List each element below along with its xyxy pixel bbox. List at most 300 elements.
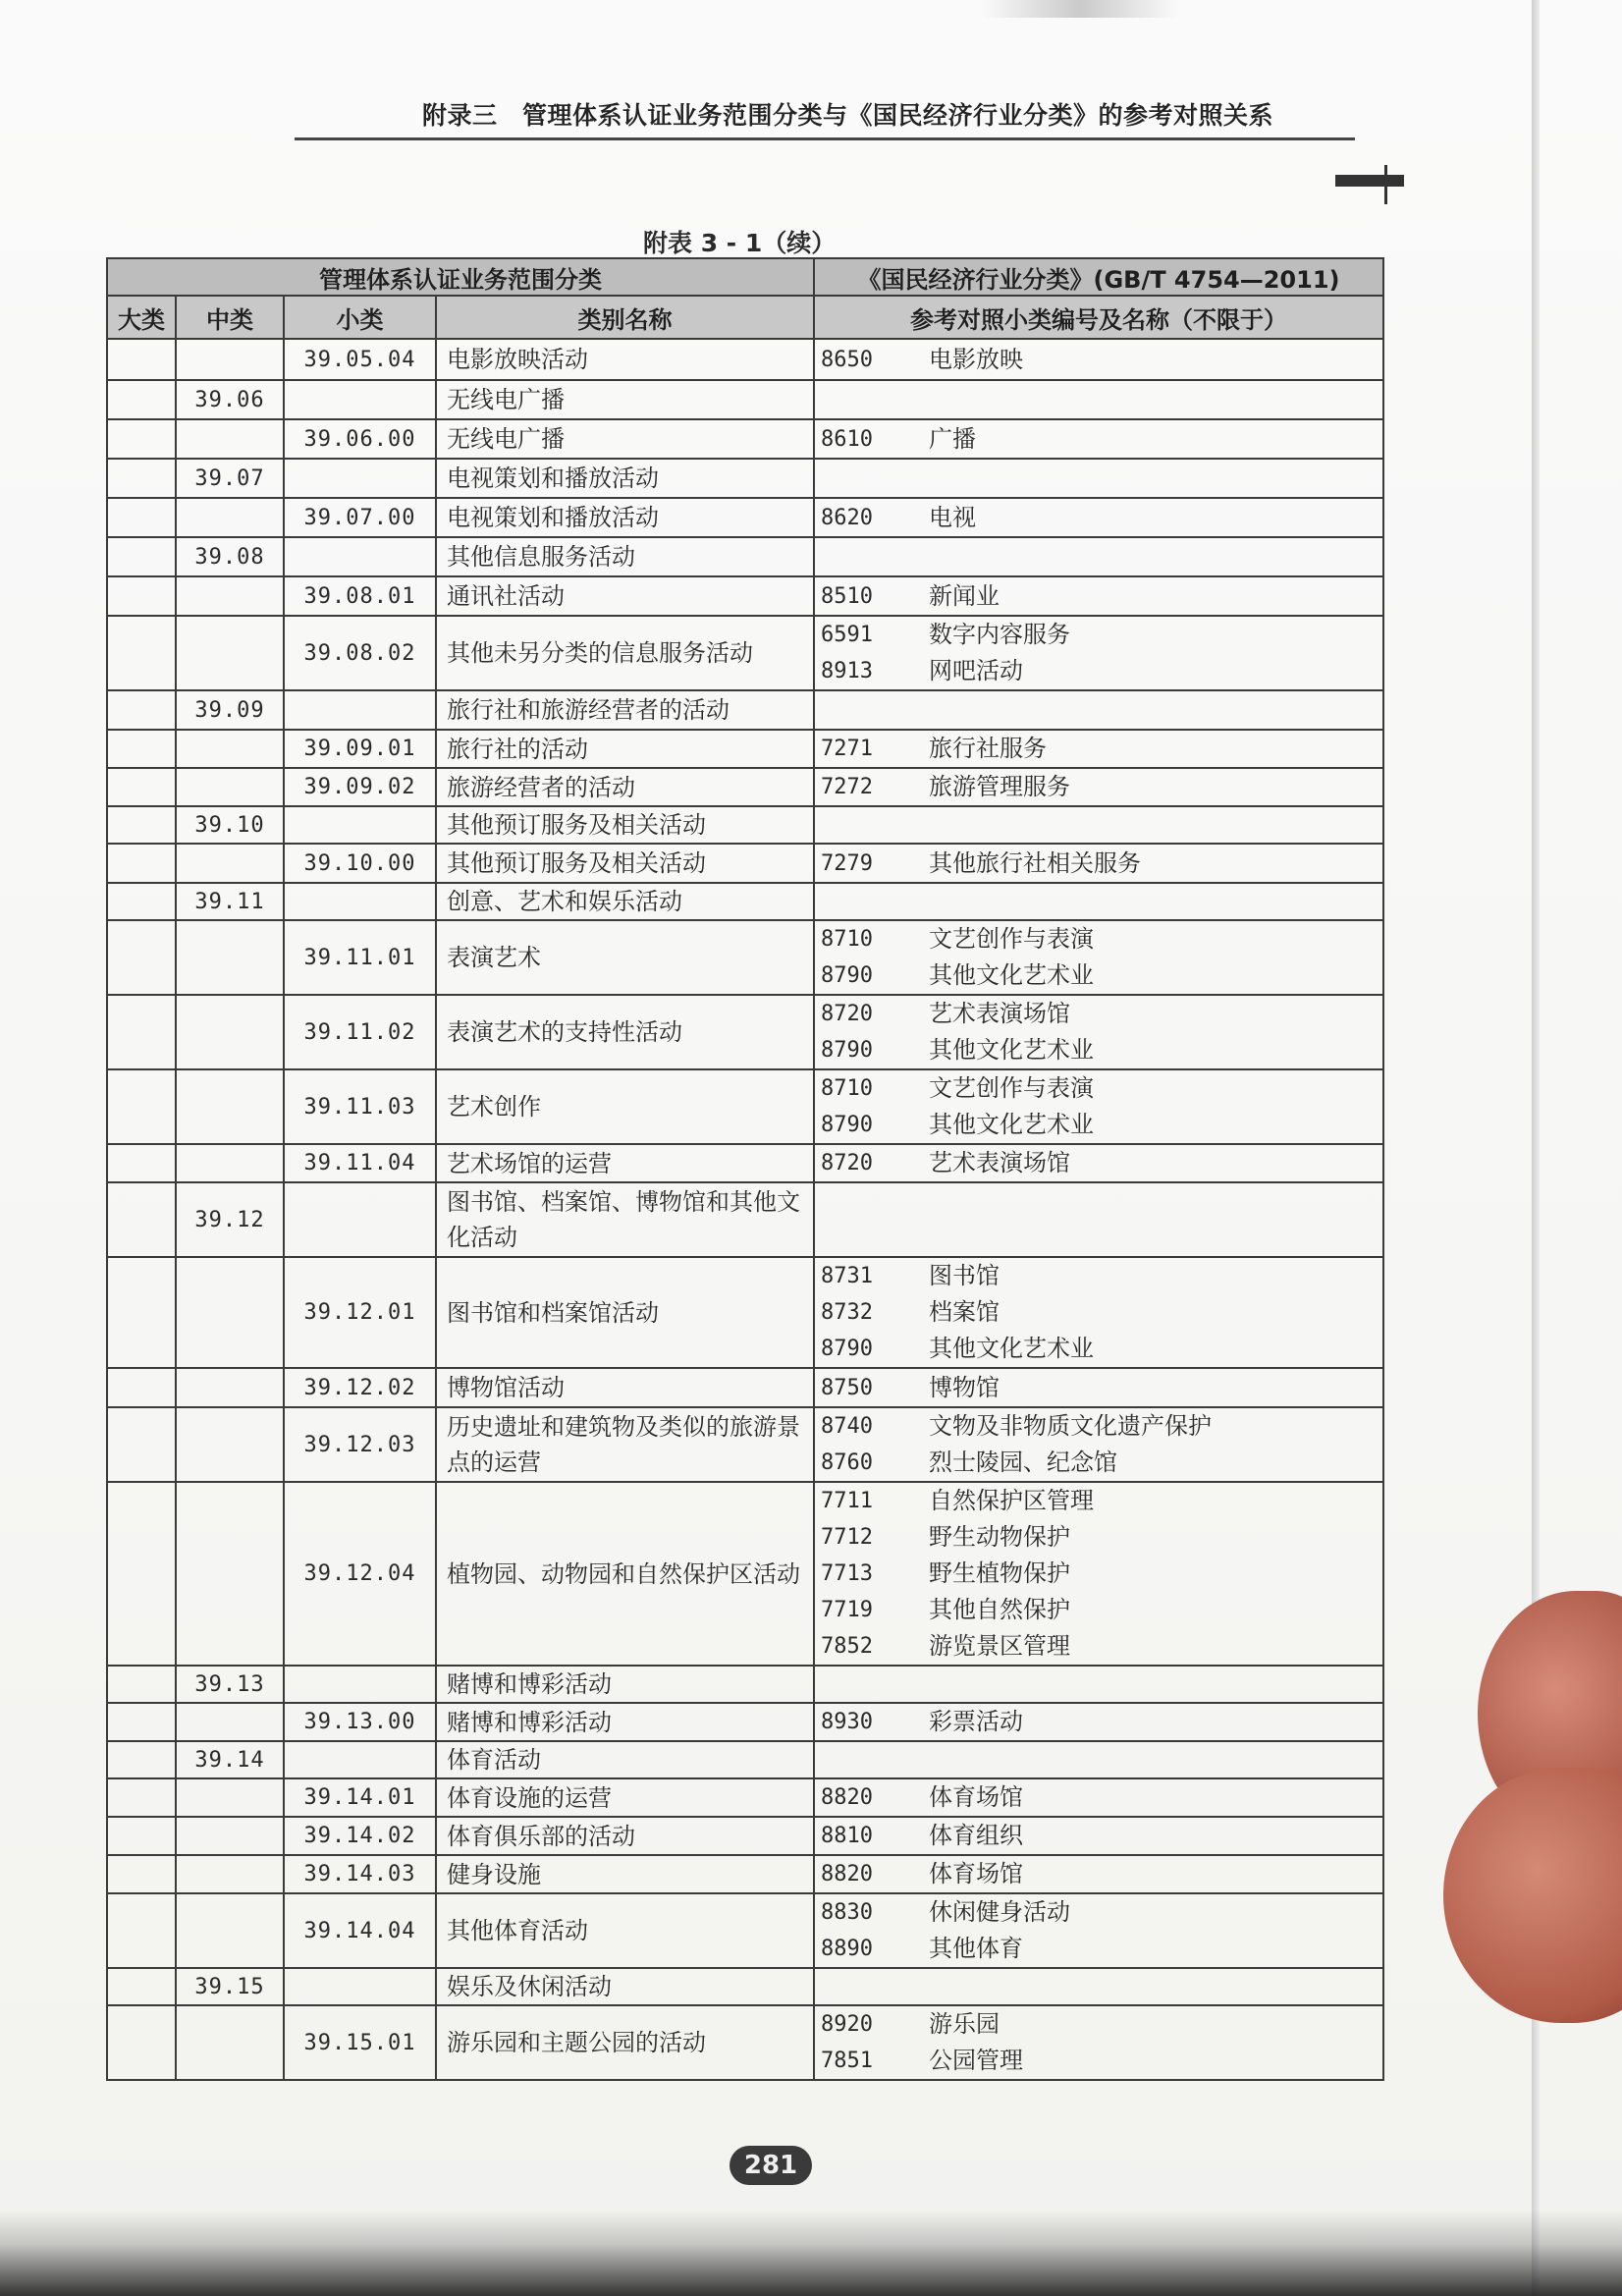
table-row (107, 1257, 1383, 1368)
reference-entry (821, 1145, 1377, 1181)
reference-name: 野生动物保护 (929, 1523, 1070, 1551)
cell-big-class (107, 920, 176, 995)
cell-reference (814, 1741, 1383, 1778)
cell-reference (814, 806, 1383, 844)
reference-name: 野生植物保护 (929, 1559, 1070, 1587)
reference-code: 8720 (821, 1002, 873, 1026)
cell-small-class: 39.12.04 (284, 1482, 436, 1666)
reference-name: 档案馆 (929, 1298, 1000, 1326)
cell-category-name: 无线电广播 (436, 419, 814, 459)
reference-entry (821, 1294, 1377, 1331)
cell-reference (814, 498, 1383, 537)
reference-code: 8930 (821, 1710, 873, 1734)
cell-small-class (284, 380, 436, 419)
cell-small-class: 39.12.03 (284, 1407, 436, 1482)
cell-big-class (107, 1817, 176, 1855)
cell-category-name: 娱乐及休闲活动 (436, 1968, 814, 2005)
reference-entry (821, 1258, 1377, 1294)
cell-reference (814, 995, 1383, 1069)
reference-name: 其他文化艺术业 (929, 1036, 1094, 1064)
cell-small-class: 39.13.00 (284, 1703, 436, 1741)
reference-entry (821, 1070, 1377, 1107)
cell-mid-class (176, 995, 284, 1069)
cell-reference (814, 844, 1383, 883)
cell-reference (814, 1855, 1383, 1893)
cell-reference (814, 1069, 1383, 1144)
cell-big-class (107, 1368, 176, 1407)
reference-name: 彩票活动 (929, 1708, 1023, 1735)
reference-entry (821, 1032, 1377, 1068)
reference-code: 7271 (821, 737, 873, 761)
cell-big-class (107, 459, 176, 498)
cell-reference (814, 419, 1383, 459)
reference-name: 文艺创作与表演 (929, 925, 1094, 953)
cell-category-name: 其他预订服务及相关活动 (436, 844, 814, 883)
reference-entry (821, 2006, 1377, 2043)
reference-code: 8790 (821, 963, 873, 988)
reference-code: 8790 (821, 1113, 873, 1137)
reference-name: 其他文化艺术业 (929, 1335, 1094, 1362)
cell-big-class (107, 616, 176, 690)
table-row (107, 1855, 1383, 1893)
reference-code: 7852 (821, 1634, 873, 1659)
reference-code: 8650 (821, 347, 873, 372)
page-edge-shadow (982, 0, 1178, 18)
cell-reference (814, 1817, 1383, 1855)
header-ornament-tick (1384, 165, 1387, 204)
cell-reference (814, 1144, 1383, 1182)
reference-code: 8750 (821, 1375, 873, 1400)
cell-mid-class (176, 1703, 284, 1741)
cell-big-class (107, 690, 176, 730)
table-row (107, 995, 1383, 1069)
cell-category-name: 赌博和博彩活动 (436, 1666, 814, 1703)
reference-entry (821, 1856, 1377, 1892)
reference-name: 体育场馆 (929, 1860, 1023, 1887)
reference-entry (821, 1519, 1377, 1556)
cell-mid-class (176, 920, 284, 995)
cell-mid-class (176, 1817, 284, 1855)
header-rule (295, 137, 1355, 140)
reference-entry (821, 1818, 1377, 1854)
table-body (107, 339, 1383, 2080)
table-row (107, 1703, 1383, 1741)
reference-entry (821, 731, 1377, 767)
reference-code: 7279 (821, 850, 873, 876)
reference-name: 体育场馆 (929, 1783, 1023, 1811)
header-col-name: 类别名称 (436, 296, 814, 339)
cell-small-class: 39.12.01 (284, 1257, 436, 1368)
cell-big-class (107, 380, 176, 419)
cell-small-class: 39.08.01 (284, 576, 436, 616)
cell-category-name: 艺术场馆的运营 (436, 1144, 814, 1182)
cell-category-name: 创意、艺术和娱乐活动 (436, 883, 814, 920)
reference-code: 7272 (821, 775, 873, 799)
cell-mid-class (176, 1407, 284, 1482)
cell-mid-class: 39.12 (176, 1182, 284, 1257)
cell-mid-class: 39.06 (176, 380, 284, 419)
header-left-group: 管理体系认证业务范围分类 (107, 258, 814, 296)
cell-big-class (107, 1968, 176, 2005)
reference-code: 7711 (821, 1489, 873, 1513)
cell-category-name: 游乐园和主题公园的活动 (436, 2005, 814, 2080)
cell-big-class (107, 1855, 176, 1893)
cell-category-name: 植物园、动物园和自然保护区活动 (436, 1482, 814, 1666)
cell-small-class: 39.11.02 (284, 995, 436, 1069)
cell-mid-class (176, 2005, 284, 2080)
table-row (107, 537, 1383, 576)
cell-small-class: 39.12.02 (284, 1368, 436, 1407)
cell-category-name: 体育俱乐部的活动 (436, 1817, 814, 1855)
reference-name: 艺术表演场馆 (929, 1000, 1070, 1027)
cell-small-class (284, 1182, 436, 1257)
reference-entry (821, 1107, 1377, 1143)
reference-name: 新闻业 (929, 581, 1000, 610)
table-row (107, 1407, 1383, 1482)
cell-small-class: 39.14.02 (284, 1817, 436, 1855)
table-row (107, 883, 1383, 920)
cell-reference (814, 1407, 1383, 1482)
cell-reference (814, 616, 1383, 690)
header-ornament (1335, 175, 1404, 187)
cell-mid-class (176, 1368, 284, 1407)
reference-entry (821, 1556, 1377, 1592)
cell-small-class: 39.07.00 (284, 498, 436, 537)
cell-small-class: 39.09.02 (284, 768, 436, 806)
table-row (107, 1893, 1383, 1968)
cell-mid-class (176, 1069, 284, 1144)
cell-small-class: 39.08.02 (284, 616, 436, 690)
table-row (107, 1482, 1383, 1666)
cell-mid-class (176, 498, 284, 537)
reference-entry (821, 957, 1377, 994)
cell-big-class (107, 844, 176, 883)
table-row (107, 844, 1383, 883)
cell-big-class (107, 498, 176, 537)
cell-big-class (107, 419, 176, 459)
reference-name: 电视 (929, 503, 976, 531)
cell-reference (814, 1666, 1383, 1703)
cell-mid-class: 39.07 (176, 459, 284, 498)
cell-reference (814, 1368, 1383, 1407)
cell-category-name: 电影放映活动 (436, 339, 814, 380)
cell-category-name: 电视策划和播放活动 (436, 498, 814, 537)
cell-small-class: 39.11.01 (284, 920, 436, 995)
cell-category-name: 表演艺术 (436, 920, 814, 995)
cell-mid-class: 39.14 (176, 1741, 284, 1778)
reference-name: 其他文化艺术业 (929, 1111, 1094, 1138)
cell-mid-class: 39.08 (176, 537, 284, 576)
reference-code: 8710 (821, 1076, 873, 1101)
reference-entry (821, 578, 1377, 615)
cell-reference (814, 1778, 1383, 1817)
cell-mid-class: 39.13 (176, 1666, 284, 1703)
cell-big-class (107, 1703, 176, 1741)
cell-mid-class (176, 616, 284, 690)
reference-code: 8913 (821, 659, 873, 683)
reference-name: 艺术表演场馆 (929, 1149, 1070, 1176)
header-col-mid: 中类 (176, 296, 284, 339)
cell-big-class (107, 1144, 176, 1182)
cell-category-name: 其他未另分类的信息服务活动 (436, 616, 814, 690)
cell-reference (814, 537, 1383, 576)
cell-category-name: 无线电广播 (436, 380, 814, 419)
reference-name: 游乐园 (929, 2010, 1000, 2038)
cell-category-name: 健身设施 (436, 1855, 814, 1893)
cell-small-class: 39.14.01 (284, 1778, 436, 1817)
reference-entry (821, 342, 1377, 378)
reference-entry (821, 1628, 1377, 1665)
cell-big-class (107, 1407, 176, 1482)
cell-category-name: 电视策划和播放活动 (436, 459, 814, 498)
cell-category-name: 图书馆、档案馆、博物馆和其他文化活动 (436, 1182, 814, 1257)
cell-small-class: 39.11.03 (284, 1069, 436, 1144)
cell-small-class: 39.11.04 (284, 1144, 436, 1182)
table-row (107, 419, 1383, 459)
reference-name: 烈士陵园、纪念馆 (929, 1449, 1117, 1476)
reference-name: 公园管理 (929, 2047, 1023, 2074)
cell-small-class: 39.05.04 (284, 339, 436, 380)
reference-entry (821, 996, 1377, 1032)
reference-entry (821, 1483, 1377, 1519)
reference-name: 其他体育 (929, 1935, 1023, 1962)
cell-small-class: 39.06.00 (284, 419, 436, 459)
reference-code: 8710 (821, 927, 873, 952)
cell-mid-class (176, 768, 284, 806)
reference-code: 8790 (821, 1038, 873, 1063)
table-row (107, 459, 1383, 498)
cell-category-name: 图书馆和档案馆活动 (436, 1257, 814, 1368)
reference-code: 8830 (821, 1900, 873, 1925)
reference-entry (821, 1931, 1377, 1967)
reference-name: 其他自然保护 (929, 1596, 1070, 1623)
cell-big-class (107, 768, 176, 806)
cell-category-name: 博物馆活动 (436, 1368, 814, 1407)
table-row (107, 768, 1383, 806)
reference-name: 游览景区管理 (929, 1632, 1070, 1660)
cell-category-name: 其他预订服务及相关活动 (436, 806, 814, 844)
cell-mid-class (176, 576, 284, 616)
thumb-finger-lower (1443, 1768, 1622, 2023)
reference-entry (821, 1894, 1377, 1931)
reference-name: 其他文化艺术业 (929, 961, 1094, 989)
reference-entry (821, 1592, 1377, 1628)
cell-big-class (107, 1666, 176, 1703)
reference-name: 自然保护区管理 (929, 1487, 1094, 1514)
table-row (107, 1069, 1383, 1144)
table-row (107, 498, 1383, 537)
cell-category-name: 其他信息服务活动 (436, 537, 814, 576)
reference-code: 8920 (821, 2012, 873, 2037)
reference-code: 8890 (821, 1937, 873, 1961)
table-row (107, 1368, 1383, 1407)
reference-code: 8732 (821, 1300, 873, 1325)
table-row (107, 920, 1383, 995)
cell-category-name: 旅游经营者的活动 (436, 768, 814, 806)
reference-name: 图书馆 (929, 1262, 1000, 1289)
cell-big-class (107, 1741, 176, 1778)
reference-entry (821, 921, 1377, 957)
reference-name: 体育组织 (929, 1822, 1023, 1849)
cell-category-name: 其他体育活动 (436, 1893, 814, 1968)
cell-reference (814, 576, 1383, 616)
table-row (107, 1778, 1383, 1817)
cell-mid-class (176, 1778, 284, 1817)
cell-small-class: 39.10.00 (284, 844, 436, 883)
table-row (107, 1144, 1383, 1182)
cell-big-class (107, 2005, 176, 2080)
reference-entry (821, 1779, 1377, 1816)
cell-small-class: 39.09.01 (284, 730, 436, 768)
table-row (107, 380, 1383, 419)
cell-mid-class: 39.11 (176, 883, 284, 920)
reference-code: 7851 (821, 2049, 873, 2073)
cell-reference (814, 690, 1383, 730)
reference-entry (821, 500, 1377, 536)
cell-mid-class (176, 339, 284, 380)
reference-name: 文物及非物质文化遗产保护 (929, 1412, 1212, 1440)
reference-code: 8820 (821, 1862, 873, 1886)
cell-small-class (284, 1666, 436, 1703)
table-row (107, 1741, 1383, 1778)
cell-reference (814, 2005, 1383, 2080)
cell-big-class (107, 576, 176, 616)
cell-reference (814, 920, 1383, 995)
reference-code: 8620 (821, 505, 873, 530)
cell-category-name: 体育活动 (436, 1741, 814, 1778)
cell-small-class (284, 883, 436, 920)
cell-reference (814, 1182, 1383, 1257)
reference-entry (821, 846, 1377, 882)
reference-entry (821, 653, 1377, 689)
reference-entry (821, 1445, 1377, 1481)
reference-code: 7719 (821, 1598, 873, 1622)
reference-name: 电影放映 (929, 345, 1023, 373)
cell-small-class (284, 806, 436, 844)
cell-big-class (107, 883, 176, 920)
reference-name: 旅游管理服务 (929, 773, 1070, 800)
cell-big-class (107, 995, 176, 1069)
reference-code: 8820 (821, 1785, 873, 1810)
cell-small-class (284, 537, 436, 576)
cell-small-class (284, 690, 436, 730)
reference-name: 博物馆 (929, 1373, 1000, 1401)
header-col-ref: 参考对照小类编号及名称（不限于） (814, 296, 1383, 339)
cell-mid-class: 39.10 (176, 806, 284, 844)
cell-category-name: 通讯社活动 (436, 576, 814, 616)
reference-code: 8810 (821, 1824, 873, 1848)
cell-category-name: 历史遗址和建筑物及类似的旅游景点的运营 (436, 1407, 814, 1482)
cell-reference (814, 1482, 1383, 1666)
cell-big-class (107, 1069, 176, 1144)
cell-category-name: 旅行社的活动 (436, 730, 814, 768)
cell-big-class (107, 1257, 176, 1368)
cell-small-class: 39.14.04 (284, 1893, 436, 1968)
table-row (107, 806, 1383, 844)
table-row (107, 616, 1383, 690)
cell-reference (814, 339, 1383, 380)
reference-entry (821, 1331, 1377, 1367)
cell-reference (814, 730, 1383, 768)
header-col-big: 大类 (107, 296, 176, 339)
table-row (107, 730, 1383, 768)
cell-reference (814, 1703, 1383, 1741)
table-row (107, 1666, 1383, 1703)
cell-reference (814, 883, 1383, 920)
cell-mid-class (176, 1144, 284, 1182)
page-number: 281 (730, 2146, 812, 2185)
reference-name: 旅行社服务 (929, 735, 1047, 762)
cell-category-name: 体育设施的运营 (436, 1778, 814, 1817)
cell-mid-class (176, 1482, 284, 1666)
cell-mid-class (176, 419, 284, 459)
cell-mid-class (176, 1893, 284, 1968)
reference-entry (821, 1408, 1377, 1445)
cell-mid-class (176, 730, 284, 768)
reference-entry (821, 617, 1377, 653)
table-row (107, 339, 1383, 380)
cell-reference (814, 1257, 1383, 1368)
cell-reference (814, 768, 1383, 806)
cell-mid-class (176, 1855, 284, 1893)
cell-category-name: 旅行社和旅游经营者的活动 (436, 690, 814, 730)
reference-entry (821, 769, 1377, 805)
reference-code: 8510 (821, 583, 873, 609)
reference-name: 数字内容服务 (929, 621, 1070, 648)
reference-code: 8790 (821, 1337, 873, 1361)
cell-big-class (107, 1778, 176, 1817)
reference-name: 文艺创作与表演 (929, 1074, 1094, 1102)
cell-big-class (107, 1893, 176, 1968)
table-row (107, 2005, 1383, 2080)
table-row (107, 1968, 1383, 2005)
reference-entry (821, 1370, 1377, 1406)
reference-code: 7712 (821, 1525, 873, 1550)
header-col-small: 小类 (284, 296, 436, 339)
cell-big-class (107, 730, 176, 768)
cell-small-class: 39.15.01 (284, 2005, 436, 2080)
reference-code: 8740 (821, 1414, 873, 1439)
cell-mid-class (176, 844, 284, 883)
reference-entry (821, 2043, 1377, 2079)
table-row (107, 576, 1383, 616)
cell-big-class (107, 339, 176, 380)
cell-small-class (284, 1741, 436, 1778)
cell-category-name: 表演艺术的支持性活动 (436, 995, 814, 1069)
reference-entry (821, 1704, 1377, 1740)
reference-table (106, 257, 1384, 2081)
reference-code: 8731 (821, 1264, 873, 1288)
running-header: 附录三 管理体系认证业务范围分类与《国民经济行业分类》的参考对照关系 (422, 101, 1274, 130)
reference-code: 8760 (821, 1450, 873, 1475)
reference-name: 网吧活动 (929, 657, 1023, 684)
cell-big-class (107, 537, 176, 576)
cell-reference (814, 1968, 1383, 2005)
table-row (107, 1817, 1383, 1855)
reference-code: 8610 (821, 426, 873, 452)
cell-small-class (284, 459, 436, 498)
cell-small-class (284, 1968, 436, 2005)
cell-reference (814, 1893, 1383, 1968)
reference-code: 8720 (821, 1151, 873, 1175)
reference-code: 7713 (821, 1561, 873, 1586)
reference-name: 休闲健身活动 (929, 1898, 1070, 1926)
cell-small-class: 39.14.03 (284, 1855, 436, 1893)
table-row (107, 1182, 1383, 1257)
cell-big-class (107, 1182, 176, 1257)
reference-code: 6591 (821, 623, 873, 647)
table-title: 附表 3 - 1（续） (643, 229, 837, 257)
